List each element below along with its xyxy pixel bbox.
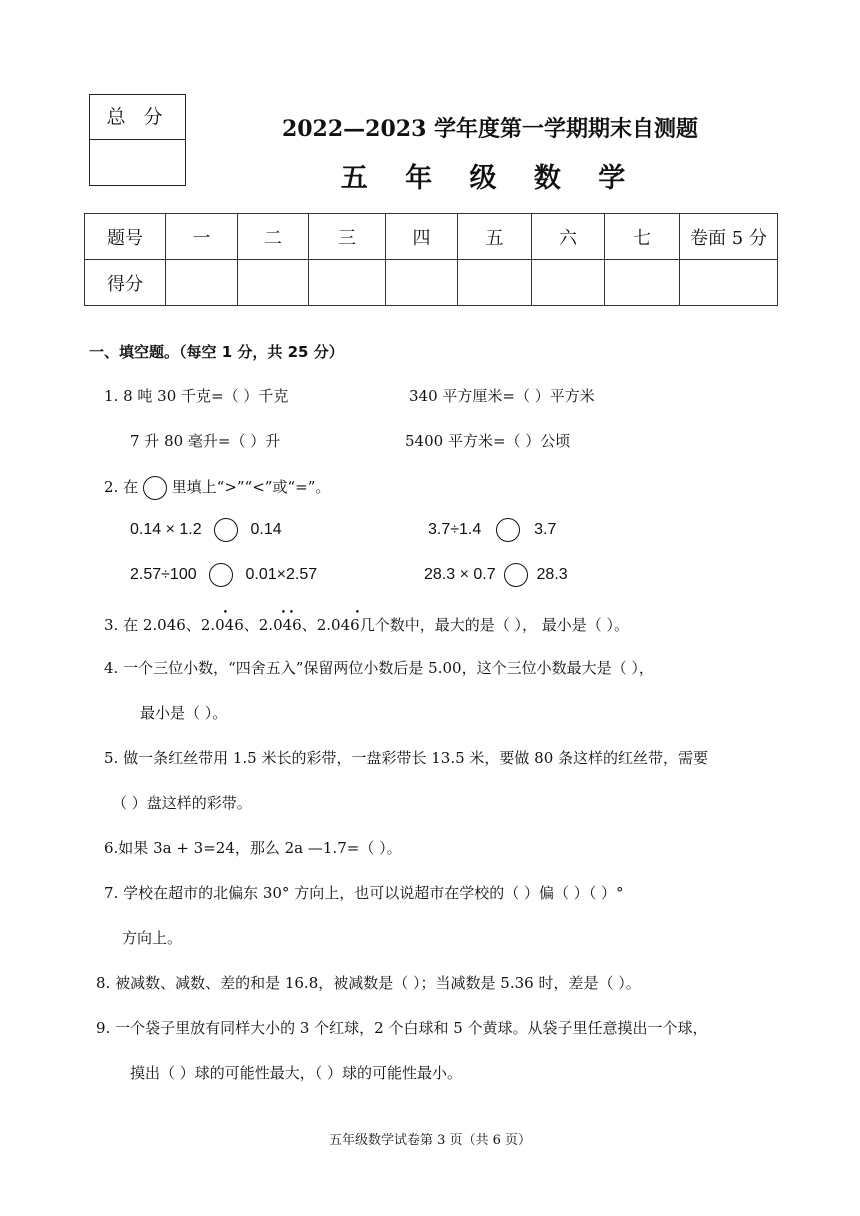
total-score-box <box>89 94 186 186</box>
question-2 <box>104 476 330 500</box>
question-3 <box>104 608 629 635</box>
page-footer: 五年级数学试卷第 3 页（共 6 页） <box>328 1133 532 1148</box>
question-1c: 7 升 80 毫升=（ ）升 <box>130 432 281 450</box>
question-2-prefix: 2. 在 <box>104 478 139 496</box>
compare-item <box>424 563 568 587</box>
question-5b: （ ）盘这样的彩带。 <box>112 794 252 812</box>
question-3-text: 3. 在 2.046、 <box>104 616 201 634</box>
grade-table-cell <box>605 260 680 306</box>
number: 2.046 <box>200 616 244 634</box>
question-1d: 5400 平方米=（ ）公顷 <box>405 432 571 450</box>
grade-table-header: 三 <box>309 214 386 260</box>
grade-table-header: 卷面 5 分 <box>680 214 778 260</box>
grade-table-header: 六 <box>532 214 605 260</box>
compare-right: 0.01×2.57 <box>245 566 318 584</box>
grade-table-row-label: 得分 <box>85 260 166 306</box>
circle-icon <box>496 518 520 542</box>
grade-table-header: 七 <box>605 214 680 260</box>
grade-table-score-row <box>85 260 778 306</box>
compare-item <box>130 518 282 542</box>
repeating-decimal: 2.046 • <box>316 608 361 634</box>
compare-left: 3.7÷1.4 <box>428 521 482 539</box>
number: 2.046 <box>258 616 302 634</box>
compare-left: 2.57÷100 <box>130 566 197 584</box>
section-heading: 一、填空题。（每空 1 分，共 25 分） <box>89 343 344 361</box>
repeating-decimal: 2.046 • • <box>258 608 302 634</box>
grade-table-header: 一 <box>166 214 238 260</box>
question-6: 6.如果 3a + 3=24，那么 2a —1.7=（ ）。 <box>104 839 402 857</box>
exam-title: 2022—2023 学年度第一学期期末自测题 <box>281 116 699 142</box>
grade-table-header: 四 <box>386 214 458 260</box>
question-9b: 摸出（ ）球的可能性最大，（ ）球的可能性最小。 <box>130 1064 463 1082</box>
question-3-text: 、 <box>301 616 317 634</box>
grade-table-cell <box>309 260 386 306</box>
compare-left: 28.3 × 0.7 <box>424 566 496 584</box>
question-2-suffix: 里填上“>”“<”或“=”。 <box>171 478 331 496</box>
repeating-decimal: 2.046 • <box>200 608 244 634</box>
compare-right: 3.7 <box>534 521 557 539</box>
question-3-text: 、 <box>243 616 259 634</box>
compare-right: 28.3 <box>536 566 568 584</box>
circle-icon <box>209 563 233 587</box>
question-7b: 方向上。 <box>122 929 183 947</box>
grade-table-cell <box>458 260 532 306</box>
exam-subtitle: 五 年 级 数 学 <box>340 163 640 194</box>
number: 2.046 <box>316 616 360 634</box>
compare-item <box>428 518 556 542</box>
question-1b: 340 平方厘米=（ ）平方米 <box>409 387 595 405</box>
grade-table-header: 题号 <box>85 214 166 260</box>
grade-table <box>84 213 778 306</box>
total-score-label: 总 分 <box>90 95 185 140</box>
compare-item <box>130 563 317 587</box>
grade-table-cell <box>680 260 778 306</box>
grade-table-header: 二 <box>238 214 309 260</box>
question-1a: 1. 8 吨 30 千克=（ ）千克 <box>104 387 289 405</box>
question-5a: 5. 做一条红丝带用 1.5 米长的彩带，一盘彩带长 13.5 米，要做 80 条这样的红丝带，需要 <box>104 749 709 767</box>
question-8: 8. 被减数、减数、差的和是 16.8，被减数是（ ）；当减数是 5.36 时，差是（ ）。 <box>96 974 641 992</box>
question-9a: 9. 一个袋子里放有同样大小的 3 个红球，2 个白球和 5 个黄球。从袋子里任意摸出一个球， <box>96 1019 708 1037</box>
question-3-text: 几个数中，最大的是（ ）， 最小是（ ）。 <box>359 616 629 634</box>
circle-icon <box>214 518 238 542</box>
circle-icon <box>504 563 528 587</box>
grade-table-cell <box>238 260 309 306</box>
grade-table-cell <box>386 260 458 306</box>
grade-table-header: 五 <box>458 214 532 260</box>
circle-icon <box>143 476 167 500</box>
grade-table-cell <box>166 260 238 306</box>
question-7a: 7. 学校在超市的北偏东 30° 方向上，也可以说超市在学校的（ ）偏（ ）（ ）° <box>104 884 624 902</box>
grade-table-cell <box>532 260 605 306</box>
question-4a: 4. 一个三位小数，“四舍五入”保留两位小数后是 5.00，这个三位小数最大是（ ）， <box>104 659 654 677</box>
question-4b: 最小是（ ）。 <box>140 704 228 722</box>
grade-table-header-row <box>85 214 778 260</box>
compare-right: 0.14 <box>250 521 282 539</box>
compare-left: 0.14 × 1.2 <box>130 521 202 539</box>
